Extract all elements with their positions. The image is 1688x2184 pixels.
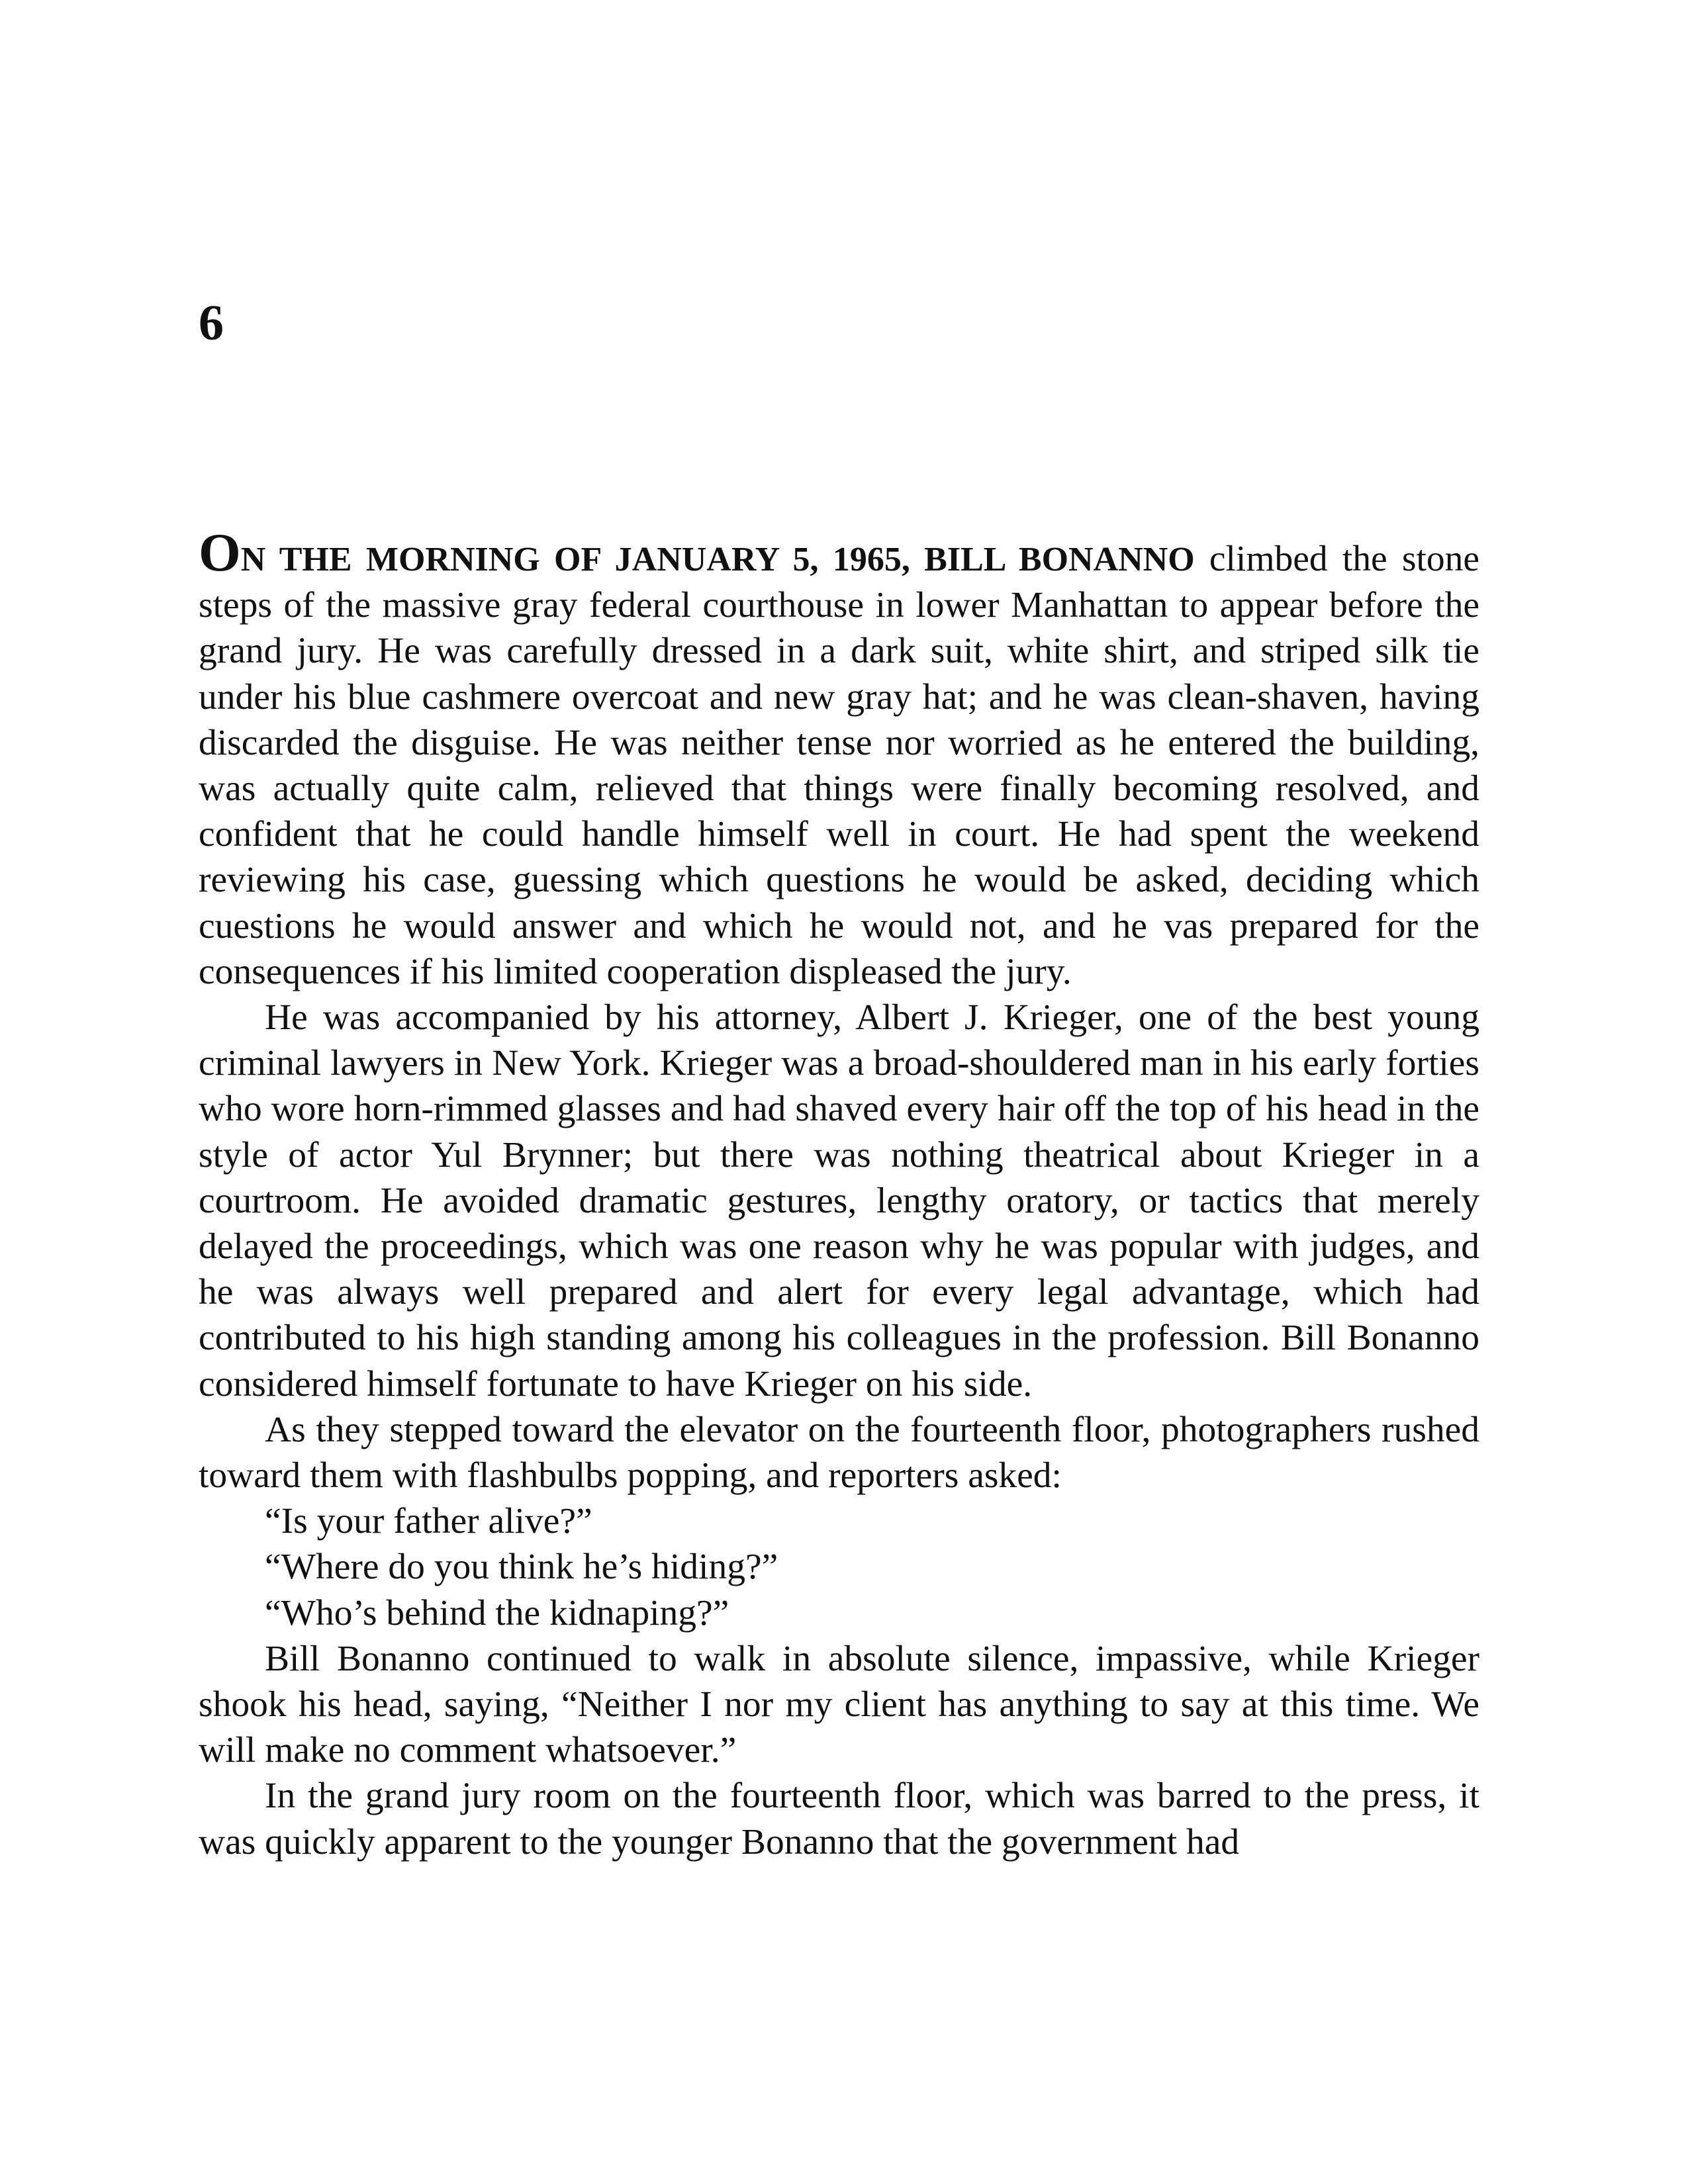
opening-text: climbed the stone steps of the massive gray federal courthouse in lower Manhattan to appear before the grand jury. He was carefully dressed in a dark suit, white shirt, and striped silk tie under his blue cashmere overcoat and new gray hat; and he was clean-shaven, having discarded the disguise. He was neither tense nor worried as he entered the building, was actually quite calm, relieved that things were finally becoming resolved, and confident that he could handle himself well in court. He had spent the weekend reviewing his case, guessing which questions he would be asked, deciding which cuestions he would answer and which he would not, and he vas prepared for the consequences if his limited cooperation displeased the jury. [199, 539, 1479, 992]
opening-smallcaps: N THE MORNING OF JANUARY 5, 1965, BILL BONANNO [240, 541, 1195, 578]
paragraph: Bill Bonanno continued to walk in absolute silence, impassive, while Krieger shook his head, saying, “Neither I nor my client has anything to say at this time. We will make no comment whatsoever.” [199, 1638, 1479, 1771]
paragraph: As they stepped toward the elevator on the fourteenth floor, photographers rushed toward them with flashbulbs popping, and reporters asked: [199, 1409, 1479, 1496]
dialogue-line: “Is your father alive?” [265, 1501, 592, 1542]
opening-paragraph [199, 522, 1479, 995]
drop-initial: O [199, 522, 241, 582]
dialogue-line: “Where do you think he’s hiding?” [265, 1547, 778, 1588]
chapter-body [199, 522, 1479, 1865]
paragraph: He was accompanied by his attorney, Albert J. Krieger, one of the best young criminal lawyers in New York. Krieger was a broad-shouldered man in his early forties who wore horn-rimmed glasses and had shaved every hair off the top of his head in the style of actor Yul Brynner; but there was nothing theatrical about Krieger in a courtroom. He avoided dramatic gestures, lengthy oratory, or tactics that merely delayed the proceedings, which was one reason why he was popular with judges, and he was always well prepared and alert for every legal advantage, which had contributed to his high standing among his colleagues in the profession. Bill Bonanno considered himself fortunate to have Krieger on his side. [199, 997, 1479, 1404]
chapter-number: 6 [199, 295, 224, 351]
paragraph: In the grand jury room on the fourteenth floor, which was barred to the press, it was quickly apparent to the younger Bonanno that the government had [199, 1776, 1479, 1862]
dialogue-line: “Who’s behind the kidnaping?” [265, 1592, 729, 1633]
